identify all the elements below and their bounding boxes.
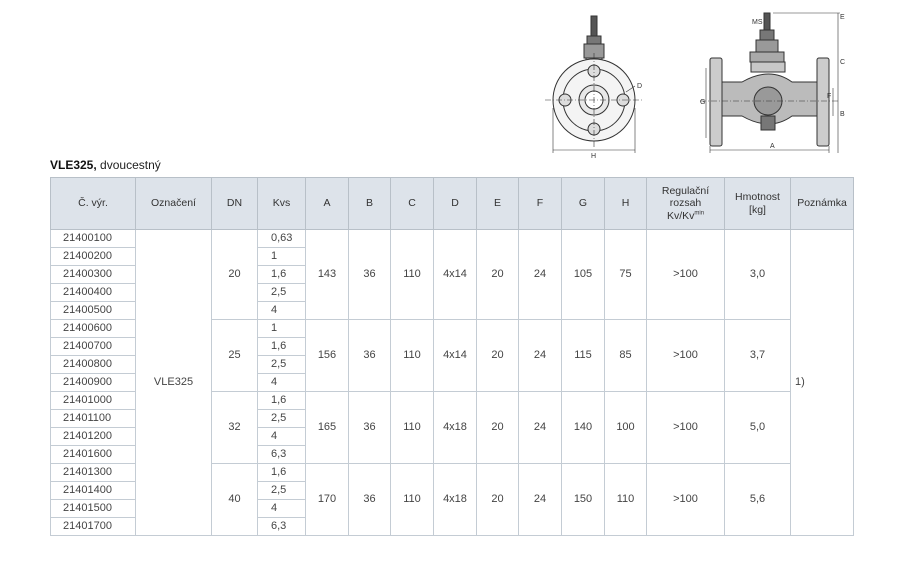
cell-dn: 32 [212, 392, 258, 464]
cell-kvs: 1,6 [258, 338, 306, 356]
cell-c: 110 [391, 230, 434, 320]
cell-e: 20 [477, 392, 519, 464]
header-h: H [605, 178, 647, 230]
header-kvs: Kvs [258, 178, 306, 230]
cell-kvs: 1,6 [258, 392, 306, 410]
cell-h: 110 [605, 464, 647, 536]
cell-kvs: 2,5 [258, 482, 306, 500]
cell-h: 85 [605, 320, 647, 392]
header-hm-line1: Hmotnost [735, 191, 780, 204]
header-reg-line3: Kv/Kv [666, 209, 695, 222]
cell-cislo: 21400900 [51, 374, 136, 392]
header-f: F [519, 178, 562, 230]
cell-regulacni-rozsah: >100 [647, 464, 725, 536]
cell-poznamka: 1) [791, 230, 854, 536]
cell-cislo: 21400200 [51, 248, 136, 266]
cell-kvs: 1,6 [258, 266, 306, 284]
cell-g: 105 [562, 230, 605, 320]
cell-cislo: 21400800 [51, 356, 136, 374]
cell-cislo: 21400600 [51, 320, 136, 338]
valve-drawings [540, 8, 860, 158]
cell-kvs: 2,5 [258, 284, 306, 302]
cell-kvs: 1 [258, 320, 306, 338]
cell-cislo: 21401100 [51, 410, 136, 428]
cell-cislo: 21400400 [51, 284, 136, 302]
cell-oznaceni: VLE325 [136, 230, 212, 536]
front-label-d: D [637, 83, 643, 90]
cell-d: 4x14 [434, 230, 477, 320]
spec-table [50, 177, 854, 536]
header-regulacni-rozsah [647, 178, 725, 230]
cell-cislo: 21401200 [51, 428, 136, 446]
cell-hmotnost: 3,0 [725, 230, 791, 320]
cell-regulacni-rozsah: >100 [647, 320, 725, 392]
table-title-name: VLE325, [50, 158, 97, 172]
header-e: E [477, 178, 519, 230]
cell-kvs: 6,3 [258, 446, 306, 464]
cell-kvs: 1 [258, 248, 306, 266]
cell-kvs: 4 [258, 428, 306, 446]
header-g: G [562, 178, 605, 230]
cell-c: 110 [391, 464, 434, 536]
cell-cislo: 21401500 [51, 500, 136, 518]
cell-f: 24 [519, 230, 562, 320]
cell-kvs: 4 [258, 374, 306, 392]
cell-c: 110 [391, 392, 434, 464]
cell-h: 75 [605, 230, 647, 320]
cell-cislo: 21401600 [51, 446, 136, 464]
cell-hmotnost: 5,0 [725, 392, 791, 464]
table-body [51, 230, 854, 536]
cell-g: 150 [562, 464, 605, 536]
header-d: D [434, 178, 477, 230]
cell-regulacni-rozsah: >100 [647, 392, 725, 464]
cell-dn: 25 [212, 320, 258, 392]
cell-cislo: 21401400 [51, 482, 136, 500]
cell-d: 4x18 [434, 392, 477, 464]
side-view-drawing [700, 13, 840, 153]
header-row [51, 178, 854, 230]
front-view-drawing [545, 16, 643, 153]
cell-hmotnost: 5,6 [725, 464, 791, 536]
cell-h: 100 [605, 392, 647, 464]
cell-kvs: 2,5 [258, 410, 306, 428]
cell-cislo: 21401300 [51, 464, 136, 482]
header-hmotnost [725, 178, 791, 230]
side-label-c: C [840, 59, 846, 66]
cell-f: 24 [519, 320, 562, 392]
side-label-f: F [827, 93, 832, 100]
cell-hmotnost: 3,7 [725, 320, 791, 392]
cell-e: 20 [477, 464, 519, 536]
table-title-subtitle: dvoucestný [100, 158, 161, 172]
cell-g: 115 [562, 320, 605, 392]
cell-cislo: 21400100 [51, 230, 136, 248]
cell-dn: 40 [212, 464, 258, 536]
header-reg-line2: rozsah [669, 197, 702, 210]
header-reg-sup: min [694, 210, 705, 217]
cell-kvs: 6,3 [258, 518, 306, 536]
side-label-e: E [840, 14, 845, 21]
cell-c: 110 [391, 320, 434, 392]
cell-b: 36 [349, 230, 391, 320]
cell-kvs: 4 [258, 500, 306, 518]
cell-kvs: 1,6 [258, 464, 306, 482]
side-label-g: G [700, 99, 706, 106]
header-dn: DN [212, 178, 258, 230]
header-reg-line1: Regulační [661, 185, 710, 198]
cell-g: 140 [562, 392, 605, 464]
cell-f: 24 [519, 464, 562, 536]
side-label-ms: MS [752, 19, 763, 26]
cell-a: 143 [306, 230, 349, 320]
side-label-a: A [770, 143, 775, 150]
table-title [50, 158, 161, 172]
cell-d: 4x14 [434, 320, 477, 392]
header-b: B [349, 178, 391, 230]
cell-kvs: 2,5 [258, 356, 306, 374]
cell-kvs: 4 [258, 302, 306, 320]
header-c: C [391, 178, 434, 230]
cell-cislo: 21400300 [51, 266, 136, 284]
header-hm-line2: [kg] [749, 203, 766, 216]
cell-a: 170 [306, 464, 349, 536]
side-label-b: B [840, 111, 845, 118]
header-c-vyr: Č. výr. [51, 178, 136, 230]
header-a: A [306, 178, 349, 230]
cell-cislo: 21400500 [51, 302, 136, 320]
cell-b: 36 [349, 320, 391, 392]
cell-b: 36 [349, 392, 391, 464]
cell-cislo: 21401700 [51, 518, 136, 536]
cell-kvs: 0,63 [258, 230, 306, 248]
header-oznaceni: Označení [136, 178, 212, 230]
cell-b: 36 [349, 464, 391, 536]
header-poznamka: Poznámka [791, 178, 854, 230]
cell-f: 24 [519, 392, 562, 464]
cell-dn: 20 [212, 230, 258, 320]
cell-a: 165 [306, 392, 349, 464]
front-label-h: H [591, 153, 597, 158]
cell-cislo: 21401000 [51, 392, 136, 410]
valve-drawings-svg [540, 8, 860, 158]
cell-e: 20 [477, 320, 519, 392]
cell-a: 156 [306, 320, 349, 392]
cell-cislo: 21400700 [51, 338, 136, 356]
cell-d: 4x18 [434, 464, 477, 536]
table-row [51, 230, 854, 248]
cell-regulacni-rozsah: >100 [647, 230, 725, 320]
cell-e: 20 [477, 230, 519, 320]
